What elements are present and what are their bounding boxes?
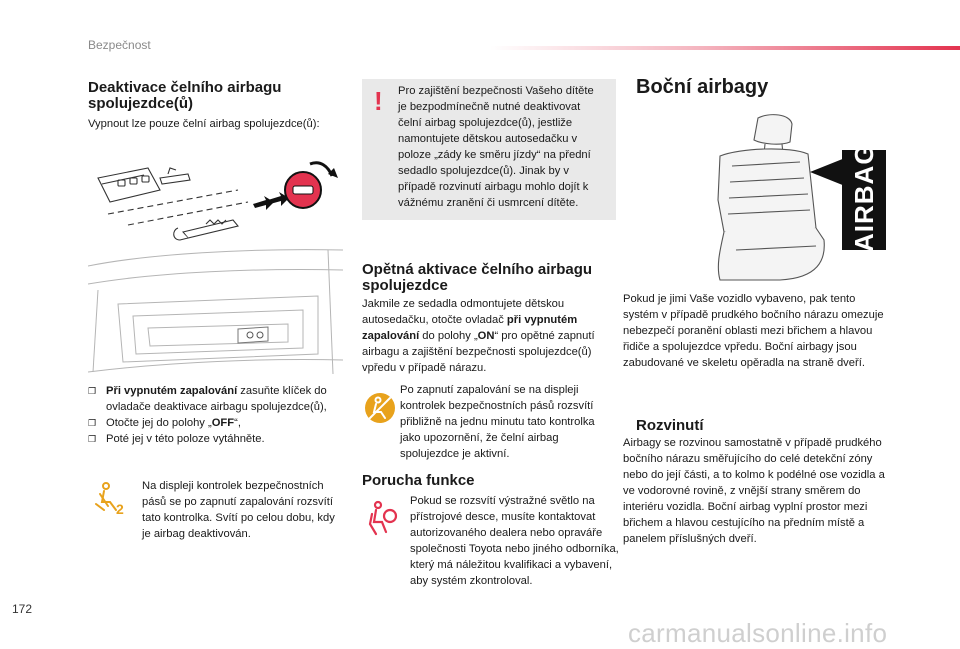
deployment-title: Rozvinutí — [636, 417, 704, 434]
reactivation-text — [362, 296, 618, 376]
step-item — [88, 431, 338, 447]
deactivation-intro: Vypnout lze pouze čelní airbag spolujezdce(ů): — [88, 118, 320, 130]
section-title: Bezpečnost — [88, 38, 151, 52]
reactivation-bold: při vypnutém zapalování — [362, 314, 578, 342]
step-item — [88, 415, 338, 431]
svg-text:2: 2 — [116, 501, 124, 516]
step-bold: OFF — [211, 417, 235, 429]
dashboard-illustration — [88, 244, 348, 379]
header-accent-bar — [490, 46, 960, 50]
seat-airbag-illustration — [640, 110, 890, 285]
step-prefix: Otočte jej do polohy „ — [106, 417, 212, 429]
step-text: Poté jej v této poloze vytáhněte. — [106, 433, 265, 445]
reactivation-info-text: Po zapnutí zapalování se na displeji kontrolek bezpečnostních pásů rozsvítí přibližně na jednu minutu tato kontrolka jako upozornění, že čelní airbag spolujezdce je aktivní. — [400, 384, 595, 460]
step-text: “, — [234, 417, 241, 429]
deactivation-title: Deaktivace čelního airbagu spolujezdce(ů) — [88, 79, 282, 112]
step-text: zasuňte klíček do ovladače deaktivace airbagu spolujezdce(ů), — [106, 385, 327, 413]
reactivation-bold: ON — [477, 330, 495, 342]
page-number: 172 — [12, 602, 33, 616]
deployment-text: Airbagy se rozvinou samostatně v případě prudkého bočního nárazu směřujícího do celé detekční zóny nebo do její části, a to kolmo k podélné ose vozidla a ve vodorovné rovině, z vnější strany směrem do interiéru vozidla. Boční airbag vyplní prostor mezi břichem a hlavou cestujícího na předním místě a panelem příslušných dveří. — [623, 437, 885, 545]
passenger-airbag-off-icon — [94, 480, 130, 516]
step-bold: Při vypnutém zapalování — [106, 385, 238, 397]
watermark: carmanualsonline.info — [628, 618, 888, 648]
bullet-icon: ❒ — [88, 386, 97, 396]
bullet-icon: ❒ — [88, 418, 97, 428]
bullet-icon: ❒ — [88, 434, 97, 444]
key-switch-illustration — [88, 150, 348, 250]
fault-title: Porucha funkce — [362, 472, 475, 489]
airbag-label: AIRBAG — [849, 143, 879, 252]
passenger-airbag-on-icon — [364, 392, 396, 424]
deactivated-info-text: Na displeji kontrolek bezpečnostních pásů se po zapnutí zapalování rozsvítí tato kontrolka. Svítí po celou dobu, kdy je airbag deaktivován. — [142, 480, 335, 540]
step-item — [88, 383, 338, 415]
reactivation-text-part: do polohy „ — [419, 330, 478, 342]
warning-icon: ! — [374, 86, 383, 116]
fault-text: Pokud se rozsvítí výstražné světlo na přístrojové desce, musíte kontaktovat autorizovaného dealera nebo opraváře společnosti Toyota nebo jiného odborníka, který má náležitou kvalifikaci a vybavení, aby systém zkontroloval. — [410, 495, 619, 587]
reactivation-text-part: Jakmile ze sedadla odmontujete dětskou autosedačku, otočte ovladač — [362, 298, 565, 326]
deactivation-steps — [88, 383, 338, 447]
reactivation-title: Opětná aktivace čelního airbagu spolujezdce — [362, 261, 593, 294]
side-airbags-text: Pokud je jimi Vaše vozidlo vybaveno, pak tento systém v případě prudkého bočního nárazu omezuje nebezpečí poranění oblasti mezi břichem a hlavou řidiče a spolujezdce vpředu. Boční airbagy jsou zabudované ve skeletu opěradla na straně dveří. — [623, 293, 884, 369]
airbag-warning-light-icon — [366, 500, 400, 538]
warning-text: Pro zajištění bezpečnosti Vašeho dítěte je bezpodmínečně nutné deaktivovat čelní airbag spolujezdce(ů), jestliže namontujete dětskou autosedačku v poloze „zády ke směru jízdy“ na přední sedadlo spolujezdce(ů). Jinak by v případě rozvinutí airbagu mohlo dojít k vážnému zranění či usmrcení dítěte. — [398, 85, 594, 209]
reactivation-text-part: “ pro opětné zapnutí airbagu a zajištění bezpečnosti spolujezdce(ů) vpředu v případě nárazu. — [362, 330, 595, 374]
side-airbags-title: Boční airbagy — [636, 76, 769, 98]
